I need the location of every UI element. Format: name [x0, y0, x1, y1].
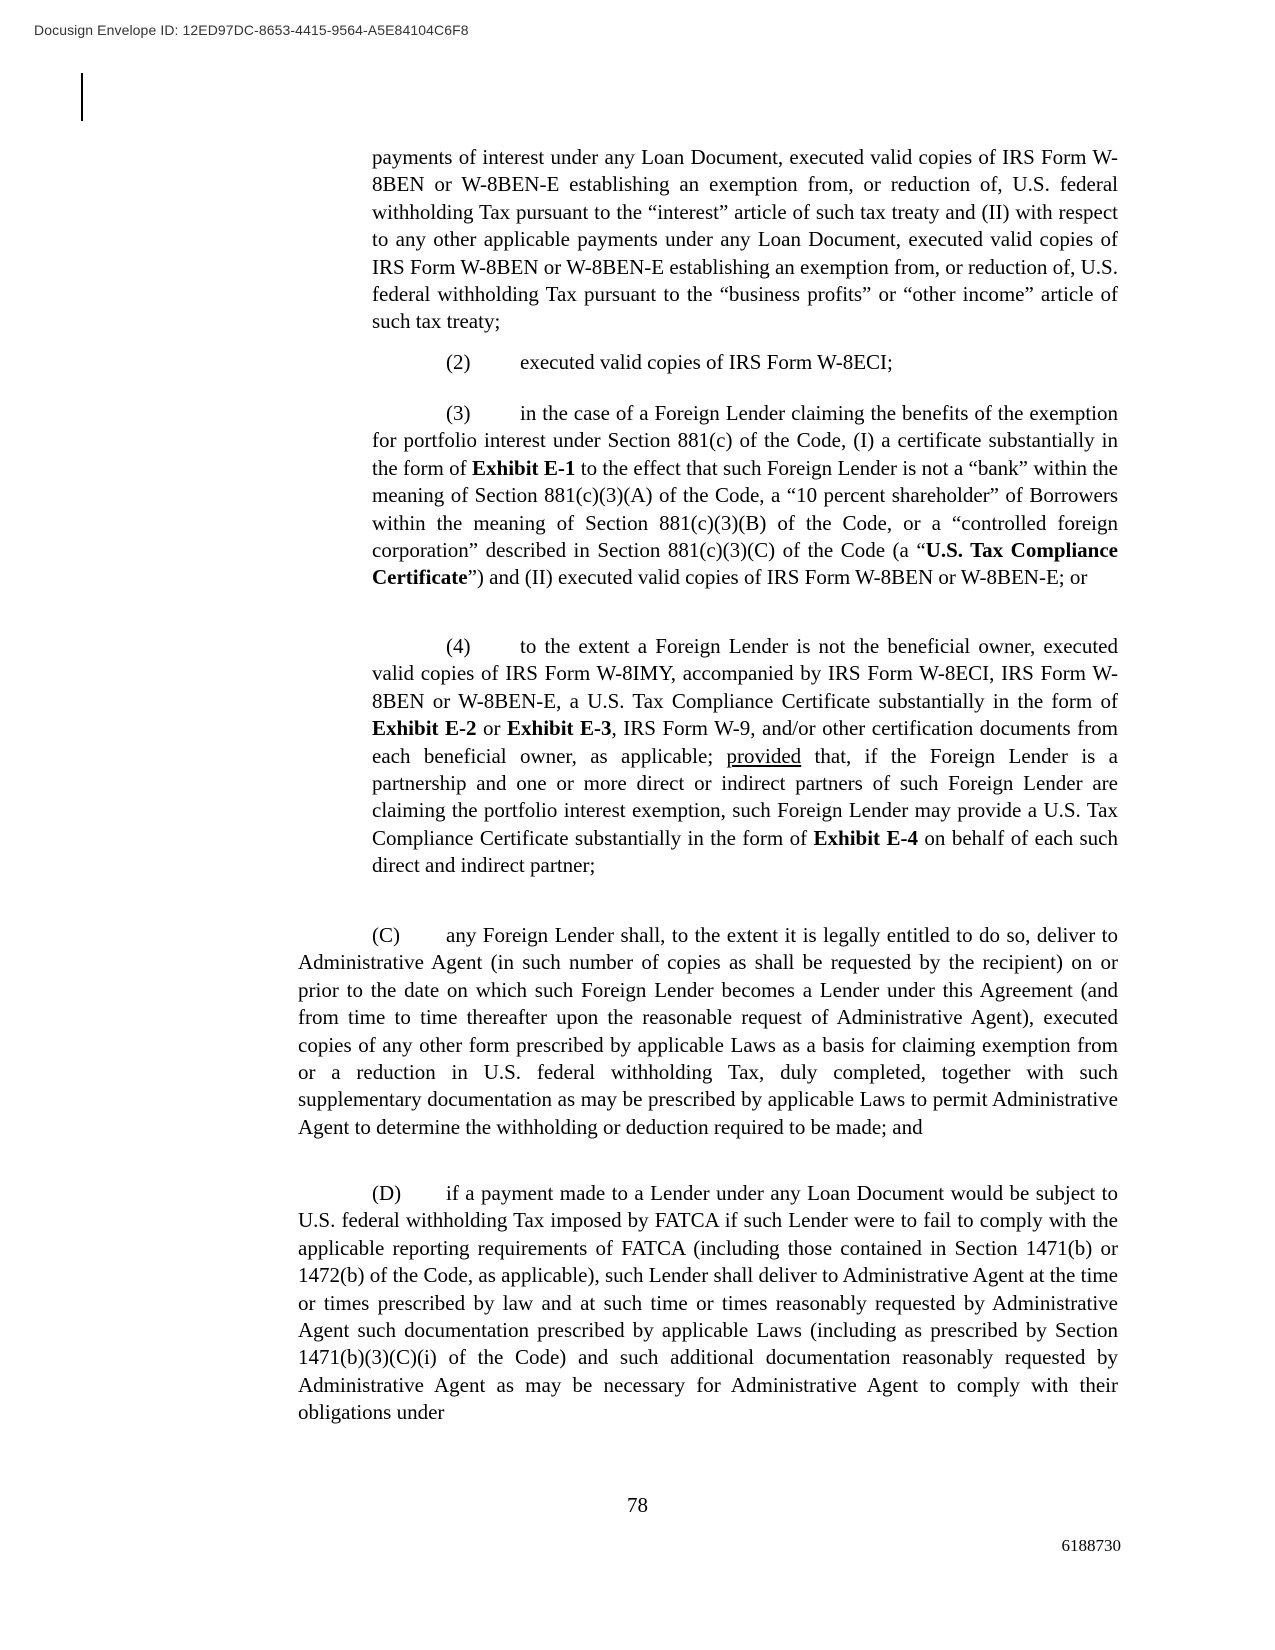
- item-4-text-d: that, if the Foreign Lender is a partnership and one or more direct or indirect partners of such Foreign Lender are claiming the portfolio interest exemption, such Foreign Lender may provide a U.S. Tax Compliance Certificate substantially in the form of: [372, 743, 1119, 850]
- paragraph-item-3: [372, 400, 1118, 592]
- item-4-number: (4): [446, 634, 471, 658]
- paragraph-item-d: [298, 1180, 1118, 1427]
- item-3-number: (3): [446, 401, 471, 425]
- page-number: 78: [627, 1493, 648, 1517]
- item-c-text: any Foreign Lender shall, to the extent it is legally entitled to do so, deliver to Administrative Agent (in such number of copies as shall be requested by the recipient) on or prior to the date on which such Foreign Lender becomes a Lender under this Agreement (and from time to time thereafter upon the reasonable request of Administrative Agent), executed copies of any other form prescribed by applicable Laws as a basis for claiming exemption from or a reduction in U.S. federal withholding Tax, duly completed, together with such supplementary documentation as may be prescribed by applicable Laws to permit Administrative Agent to determine the withholding or deduction required to be made; and: [298, 923, 1118, 1139]
- docusign-envelope-id: Docusign Envelope ID: 12ED97DC-8653-4415-9564-A5E84104C6F8: [34, 22, 469, 38]
- item-2-text: executed valid copies of IRS Form W-8ECI;: [520, 350, 893, 374]
- paragraph-item-4: [372, 633, 1118, 880]
- provided-term: provided: [726, 743, 802, 768]
- exhibit-e3-reference: Exhibit E-3: [507, 716, 612, 741]
- paragraph-item-c: [298, 922, 1118, 1141]
- item-d-number: (D): [372, 1181, 402, 1205]
- exhibit-e2-reference: Exhibit E-2: [372, 716, 477, 741]
- item-4-text-a: to the extent a Foreign Lender is not the beneficial owner, executed valid copies of IRS Form W-8IMY, accompanied by IRS Form W-8ECI, IRS Form W-8BEN or W-8BEN-E, a U.S. Tax Compliance Certificate substantially in the form of: [372, 634, 1118, 713]
- continuation-text: payments of interest under any Loan Document, executed valid copies of IRS Form W-8BEN or W-8BEN-E establishing an exemption from, or reduction of, U.S. federal withholding Tax pursuant to the “interest” article of such tax treaty and (II) with respect to any other applicable payments under any Loan Document, executed valid copies of IRS Form W-8BEN or W-8BEN-E establishing an exemption from, or reduction of, U.S. federal withholding Tax pursuant to the “business profits” or “other income” article of such tax treaty;: [372, 145, 1118, 334]
- revision-bar: [81, 73, 83, 121]
- item-3-text-a: in the case of a Foreign Lender claiming the benefits of the exemption for portfolio interest under Section 881(c) of the Code, (I) a certificate substantially in the form of: [372, 401, 1118, 480]
- us-tax-compliance-certificate-term: U.S. Tax Compliance Certificate: [372, 538, 1118, 590]
- item-3-text-b: to the effect that such Foreign Lender is not a “bank” within the meaning of Section 881(c)(3)(A) of the Code, a “10 percent shareholder” of Borrowers within the meaning of Section 881(c)(3)(B) of the Code, or a “controlled foreign corporation” described in Section 881(c)(3)(C) of the Code (a “: [372, 455, 1118, 563]
- item-4-text-c: , IRS Form W-9, and/or other certification documents from each beneficial owner, as applicable;: [372, 716, 1118, 768]
- item-d-text: if a payment made to a Lender under any Loan Document would be subject to U.S. federal withholding Tax imposed by FATCA if such Lender were to fail to comply with the applicable reporting requirements of FATCA (including those contained in Section 1471(b) or 1472(b) of the Code, as applicable), such Lender shall deliver to Administrative Agent at the time or times prescribed by law and at such time or times reasonably requested by Administrative Agent such documentation prescribed by applicable Laws (including as prescribed by Section 1471(b)(3)(C)(i) of the Code) and such additional documentation reasonably requested by Administrative Agent as may be necessary for Administrative Agent to comply with their obligations under: [298, 1181, 1118, 1425]
- item-4-text-b: or: [476, 716, 508, 741]
- continuation-paragraph: [372, 144, 1118, 336]
- item-2-number: (2): [446, 350, 471, 374]
- paragraph-item-2: [372, 349, 1118, 376]
- document-number: 6188730: [1061, 1536, 1121, 1555]
- exhibit-e4-reference: Exhibit E-4: [813, 825, 918, 850]
- item-4-text-e: on behalf of each such direct and indirect partner;: [372, 825, 1118, 878]
- item-3-text-c: ”) and (II) executed valid copies of IRS Form W-8BEN or W-8BEN-E; or: [467, 565, 1088, 590]
- exhibit-e1-reference: Exhibit E-1: [472, 455, 576, 480]
- item-c-number: (C): [372, 923, 400, 947]
